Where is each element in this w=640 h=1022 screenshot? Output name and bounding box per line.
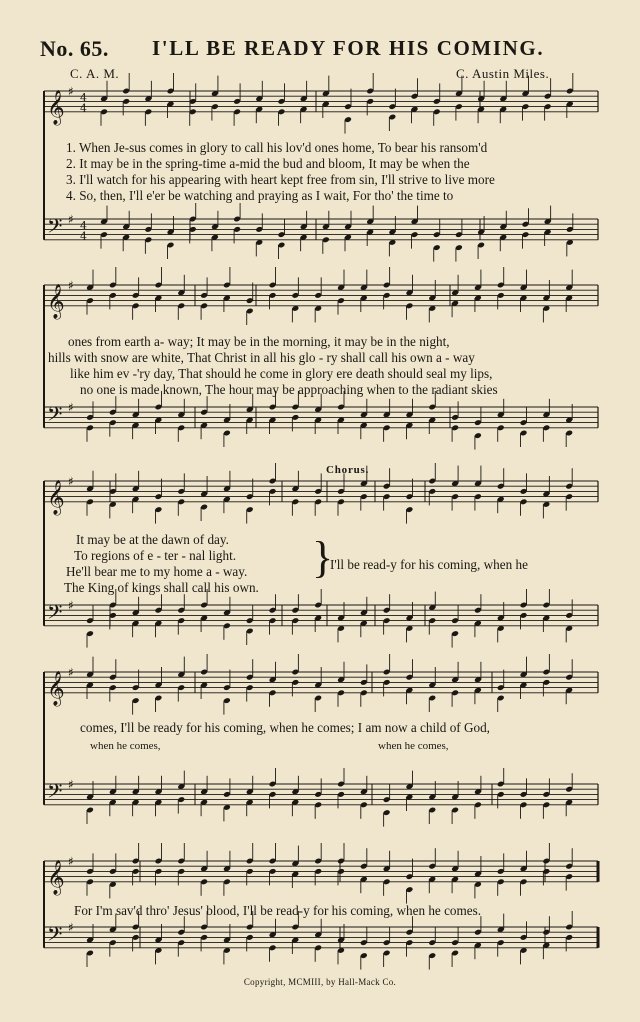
verse-brace: }: [312, 533, 334, 582]
treble-clef: 𝄞: [47, 859, 65, 895]
treble-clef: 𝄞: [47, 283, 65, 319]
copyright-notice: Copyright, MCMIII, by Hall-Mack Co.: [243, 977, 397, 987]
bass-clef: 𝄢: [47, 402, 63, 431]
bass-clef: 𝄢: [47, 600, 63, 629]
verse-3-line-3: He'll bear me to my home a - way.: [66, 564, 248, 579]
words-credit: C. A. M.: [70, 66, 120, 81]
treble-clef: 𝄞: [47, 670, 65, 706]
bass-clef: 𝄢: [47, 779, 63, 808]
key-signature-sharp: ♯: [68, 278, 74, 293]
time-signature-top: 4: [80, 91, 87, 105]
echo-text-2: when he comes,: [378, 740, 449, 752]
verse-2-line-2: hills with snow are white, That Christ in all his glo - ry shall call his own a - way: [48, 350, 475, 365]
time-signature-bottom: 4: [80, 101, 87, 115]
key-signature-sharp: ♯: [68, 665, 74, 680]
verse-2-line-3: To regions of e - ter - nal light.: [74, 548, 237, 563]
key-signature-sharp: ♯: [68, 854, 74, 869]
key-signature-sharp: ♯: [68, 84, 74, 99]
key-signature-sharp: ♯: [68, 400, 74, 415]
verse-3-line-1: 3. I'll watch for his appearing with heart kept free from sin, I'll strive to live more: [66, 172, 495, 187]
verse-1-line-3: It may be at the dawn of day.: [76, 532, 229, 547]
bass-clef: 𝄢: [47, 214, 63, 243]
key-signature-sharp: ♯: [68, 474, 74, 489]
verse-3-line-2: like him ev -'ry day, That should he come in glory ere death should seal my lips,: [70, 366, 493, 381]
music-credit: C. Austin Miles.: [456, 66, 550, 81]
verse-4-line-2: no one is made known, The hour may be approaching when to the radiant skies: [80, 382, 498, 397]
treble-clef: 𝄞: [47, 89, 65, 125]
verse-2-line-1: 2. It may be in the spring-time a-mid the bud and bloom, It may be when the: [66, 156, 470, 171]
key-signature-sharp: ♯: [68, 598, 74, 613]
echo-text-1: when he comes,: [90, 740, 161, 752]
time-signature-bottom: 4: [80, 229, 87, 243]
bass-clef: 𝄢: [47, 922, 63, 951]
hymn-title: I'LL BE READY FOR HIS COMING.: [152, 36, 545, 60]
chorus-line-2: comes, I'll be ready for his coming, when he comes; I am now a child of God,: [80, 720, 490, 735]
chorus-line-1: I'll be read-y for his coming, when he: [330, 557, 528, 572]
chorus-line-3: For I'm sav'd thro' Jesus' blood, I'll be read-y for his coming, when he comes.: [74, 903, 482, 918]
verse-4-line-1: 4. So, then, I'll e'er be watching and praying as I wait, For tho' the time to: [66, 188, 454, 203]
time-signature-top: 4: [80, 219, 87, 233]
key-signature-sharp: ♯: [68, 777, 74, 792]
verse-1-line-2: ones from earth a- way; It may be in the morning, it may be in the night,: [68, 334, 450, 349]
verse-4-line-3: The King of kings shall call his own.: [64, 580, 259, 595]
verse-1-line-1: 1. When Je-sus comes in glory to call his lov'd ones home, To bear his ransom'd: [66, 140, 488, 155]
hymn-number: No. 65.: [40, 36, 109, 61]
chorus-label: Chorus.: [326, 464, 370, 476]
treble-clef: 𝄞: [47, 479, 65, 515]
key-signature-sharp: ♯: [68, 212, 74, 227]
key-signature-sharp: ♯: [68, 920, 74, 935]
